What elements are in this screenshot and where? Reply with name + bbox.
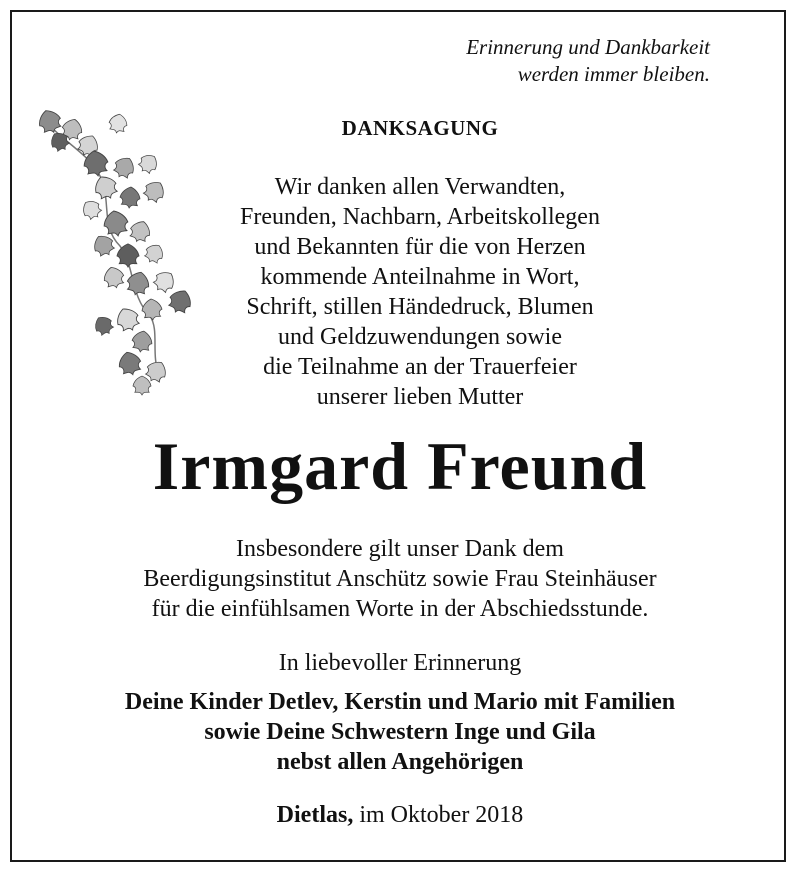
heading: DANKSAGUNG <box>341 116 499 140</box>
body-line: und Bekannten für die von Herzen <box>254 234 586 260</box>
motto-line: Erinnerung und Dankbarkeit <box>466 35 710 59</box>
motto-line: werden immer bleiben. <box>517 62 710 86</box>
special-thanks-line: Insbesondere gilt unser Dank dem <box>236 536 564 562</box>
memory-line: In liebevoller Erinnerung <box>278 650 522 676</box>
special-thanks-line: Beerdigungsinstitut Anschütz sowie Frau Steinhäuser <box>143 566 657 592</box>
motto <box>380 34 710 88</box>
body-line: Schrift, stillen Händedruck, Blumen <box>246 294 594 320</box>
body-line: Freunden, Nachbarn, Arbeitskollegen <box>240 204 600 230</box>
family-signature <box>30 687 770 777</box>
place-date <box>200 800 600 830</box>
place-town: Dietlas, <box>276 802 354 828</box>
body-line: kommende Anteilnahme in Wort, <box>260 264 580 290</box>
body-line: und Geldzuwendungen sowie <box>278 324 562 350</box>
family-line: sowie Deine Schwestern Inge und Gila <box>204 719 596 745</box>
place-date-text: im Oktober 2018 <box>359 802 524 828</box>
special-thanks-line: für die einfühlsamen Worte in der Abschiedsstunde. <box>151 596 649 622</box>
family-line: Deine Kinder Detlev, Kerstin und Mario mit Familien <box>124 689 676 715</box>
body-line: unserer lieben Mutter <box>316 384 524 410</box>
body-line: Wir danken allen Verwandten, <box>274 174 566 200</box>
thanks-body <box>170 172 670 412</box>
family-line: nebst allen Angehörigen <box>276 749 524 775</box>
special-thanks <box>40 534 760 624</box>
deceased-name: Irmgard Freund <box>152 428 648 504</box>
body-line: die Teilnahme an der Trauerfeier <box>263 354 577 380</box>
